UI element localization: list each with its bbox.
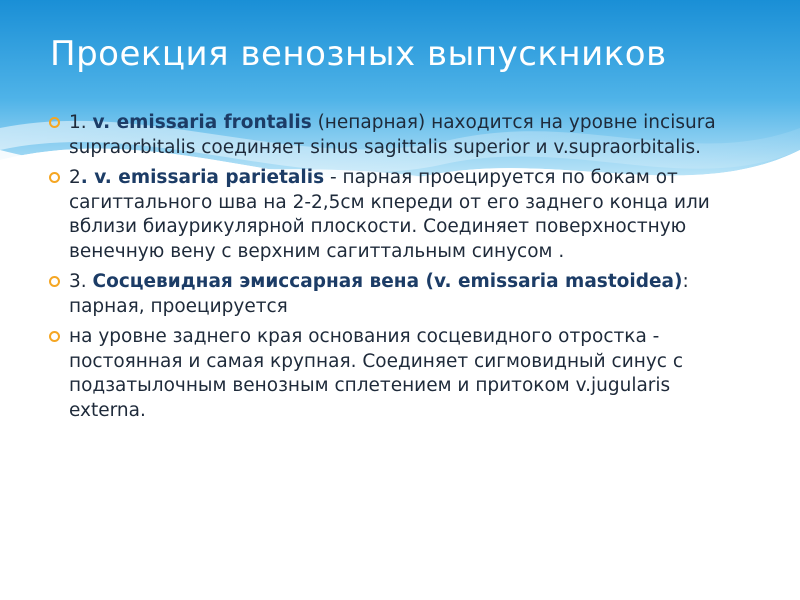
item-bold-term: . v. emissaria parietalis xyxy=(80,167,325,188)
item-bold-term: Сосцевидная эмиссарная вена (v. emissaria mastoidea) xyxy=(92,271,683,292)
list-item xyxy=(48,166,738,264)
item-number: 3. xyxy=(69,271,93,292)
bullet-list xyxy=(48,111,738,429)
item-text: на уровне заднего края основания сосцевидного отростка - постоянная и самая крупная. Соединяет сигмовидный синус с подзатылочным венозным сплетением и притоком v.jugularis externa. xyxy=(69,326,684,421)
item-number: 2 xyxy=(69,167,81,188)
list-item xyxy=(48,325,738,423)
circle-bullet-icon xyxy=(49,117,60,128)
item-text: (непарная) находится на уровне incisura supraorbitalis соединяет sinus sagittalis superior и v.supraorbitalis. xyxy=(69,112,716,158)
item-text: : парная, проецируется xyxy=(69,271,689,317)
circle-bullet-icon xyxy=(49,276,60,287)
circle-bullet-icon xyxy=(49,331,60,342)
list-item xyxy=(48,111,738,160)
item-bold-term: v. emissaria frontalis xyxy=(92,112,312,133)
list-item xyxy=(48,270,738,319)
item-text: - парная проецируется по бокам от сагиттального шва на 2-2,5см кпереди от его заднего конца или вблизи биаурикулярной плоскости. Соединяет поверхностную венечную вену с верхним сагиттальным синусом . xyxy=(69,167,710,262)
item-number: 1. xyxy=(69,112,87,133)
circle-bullet-icon xyxy=(49,172,60,183)
slide-title: Проекция венозных выпускников xyxy=(50,34,667,74)
